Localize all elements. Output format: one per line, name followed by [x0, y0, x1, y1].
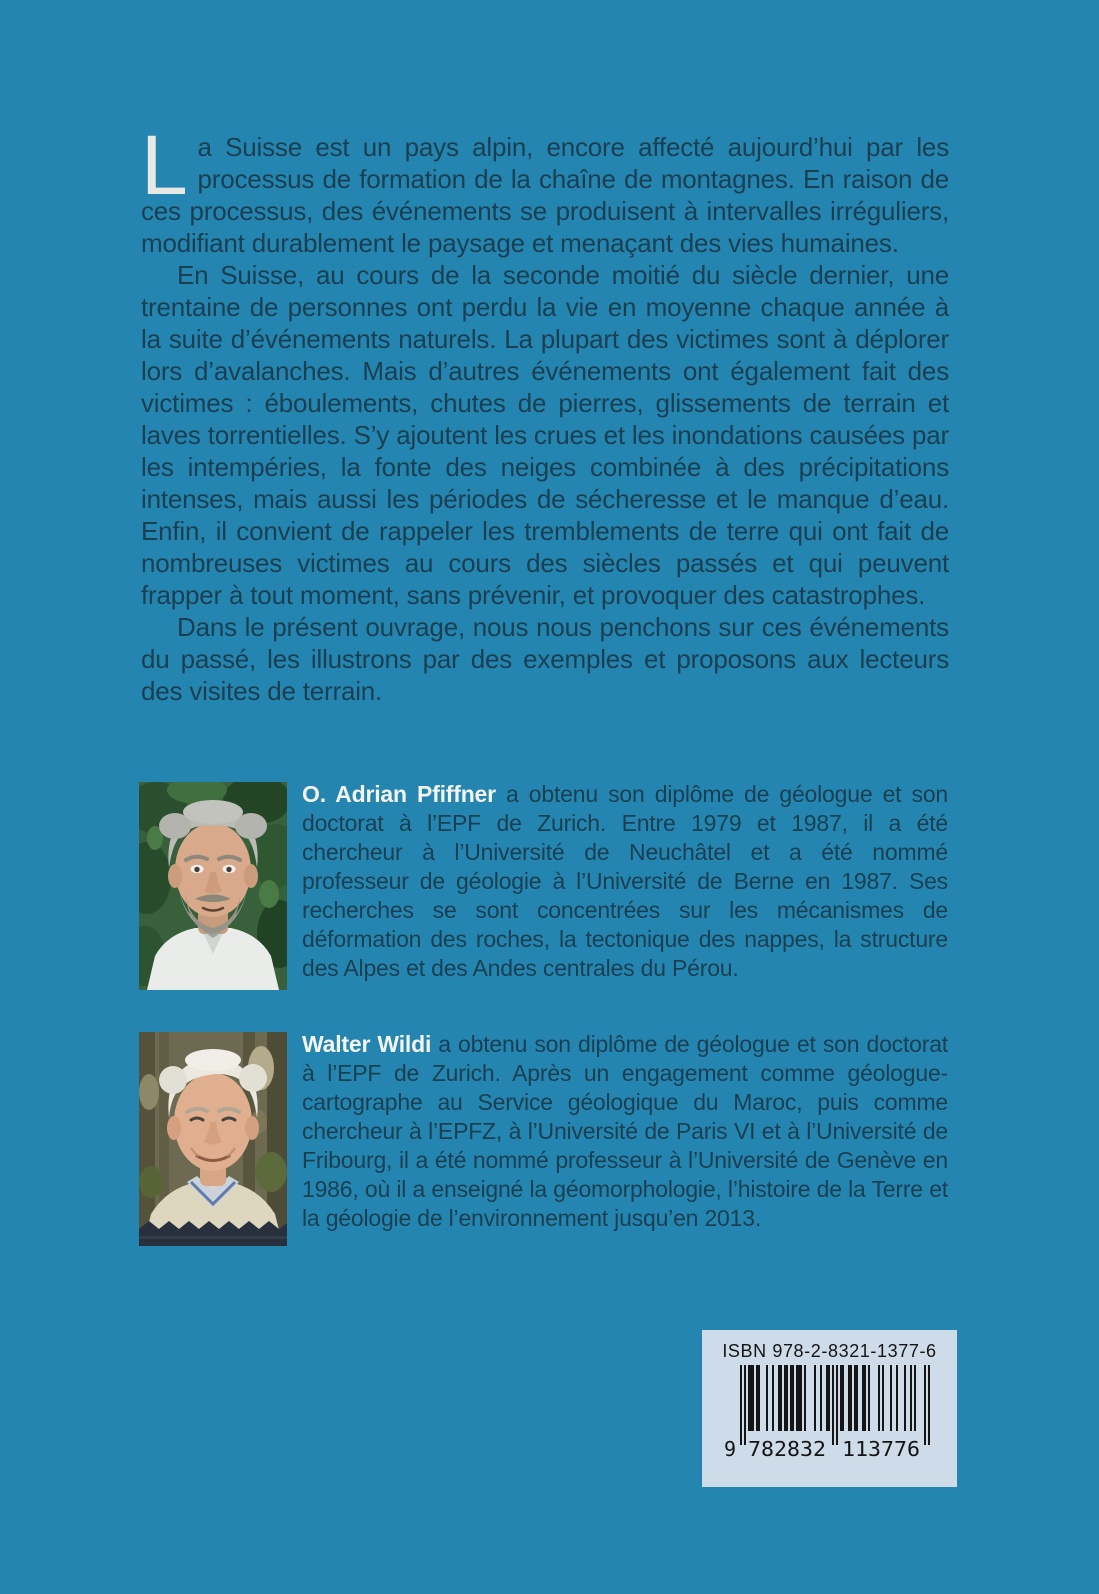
synopsis-paragraph-1 — [141, 118, 949, 259]
author-bio-pfiffner-text: a obtenu son diplôme de géologue et son doctorat à l’EPF de Zurich. Entre 1979 et 1987, il a été chercheur à l’Université de Neuchâtel et a été nommé professeur de géologie à l’Université de Berne en 1987. Ses recherches se sont concentrées sur les mécanismes de déformation des roches, la tectonique des nappes, la structure des Alpes et des Andes centrales du Pérou. — [302, 781, 949, 981]
synopsis — [141, 118, 949, 707]
ean13-barcode — [724, 1363, 936, 1459]
author-name-wildi: Walter Wildi — [302, 1031, 432, 1057]
author-bio-wildi-text: a obtenu son diplôme de géologue et son doctorat à l’EPF de Zurich. Après un engagement comme géologue-cartographe au Service géologique du Maroc, puis comme chercheur à l’EPFZ, à l’Université de Paris VI et à l’Université de Fribourg, il a été nommé professeur à l’Université de Genève en 1986, où il a enseigné la géomorphologie, l’histoire de la Terre et la géologie de l’environnement jusqu’en 2013. — [302, 1031, 948, 1231]
author-bio-pfiffner — [302, 780, 948, 983]
isbn-label: ISBN 978-2-8321-1377-6 — [722, 1341, 937, 1361]
synopsis-paragraph-2: En Suisse, au cours de la seconde moitié du siècle dernier, une trentaine de personnes ont perdu la vie en moyenne chaque année à la suite d’événements naturels. La plupart des victimes sont à déplorer lors d’avalanches. Mais d’autres événements ont également fait des victimes : éboulements, chutes de pierres, glissements de terrain et laves torrentielles. S’y ajoutent les crues et les inondations causées par les intempéries, la fonte des neiges combinée à des précipitations intenses, mais aussi les périodes de sécheresse et le manque d’eau. Enfin, il convient de rappeler les tremblements de terre qui ont fait de nombreuses victimes au cours des siècles passés et qui peuvent frapper à tout moment, sans prévenir, et provoquer des catastrophes. — [141, 260, 949, 610]
synopsis-paragraph-3: Dans le présent ouvrage, nous nous penchons sur ces événements du passé, les illustrons par des exemples et proposons aux lecteurs des visites de terrain. — [141, 612, 949, 706]
author-photo-pfiffner — [139, 782, 287, 990]
author-bio-wildi — [302, 1030, 948, 1233]
drop-cap: L — [141, 118, 188, 212]
barcode-digit-first: 9 — [723, 1437, 736, 1459]
author-name-pfiffner: O. Adrian Pfiffner — [302, 781, 496, 807]
synopsis-paragraph-1-text: a Suisse est un pays alpin, encore affecté aujourd’hui par les processus de formation de la chaîne de montagnes. En raison de ces processus, des événements se produisent à intervalles irréguliers, modifiant durablement le paysage et menaçant des vies humaines. — [141, 132, 949, 258]
barcode-digits-left: 782832 — [747, 1437, 826, 1459]
isbn-barcode-panel — [702, 1330, 957, 1487]
author-photo-wildi — [139, 1032, 287, 1246]
barcode-digits-right: 113776 — [841, 1437, 920, 1459]
